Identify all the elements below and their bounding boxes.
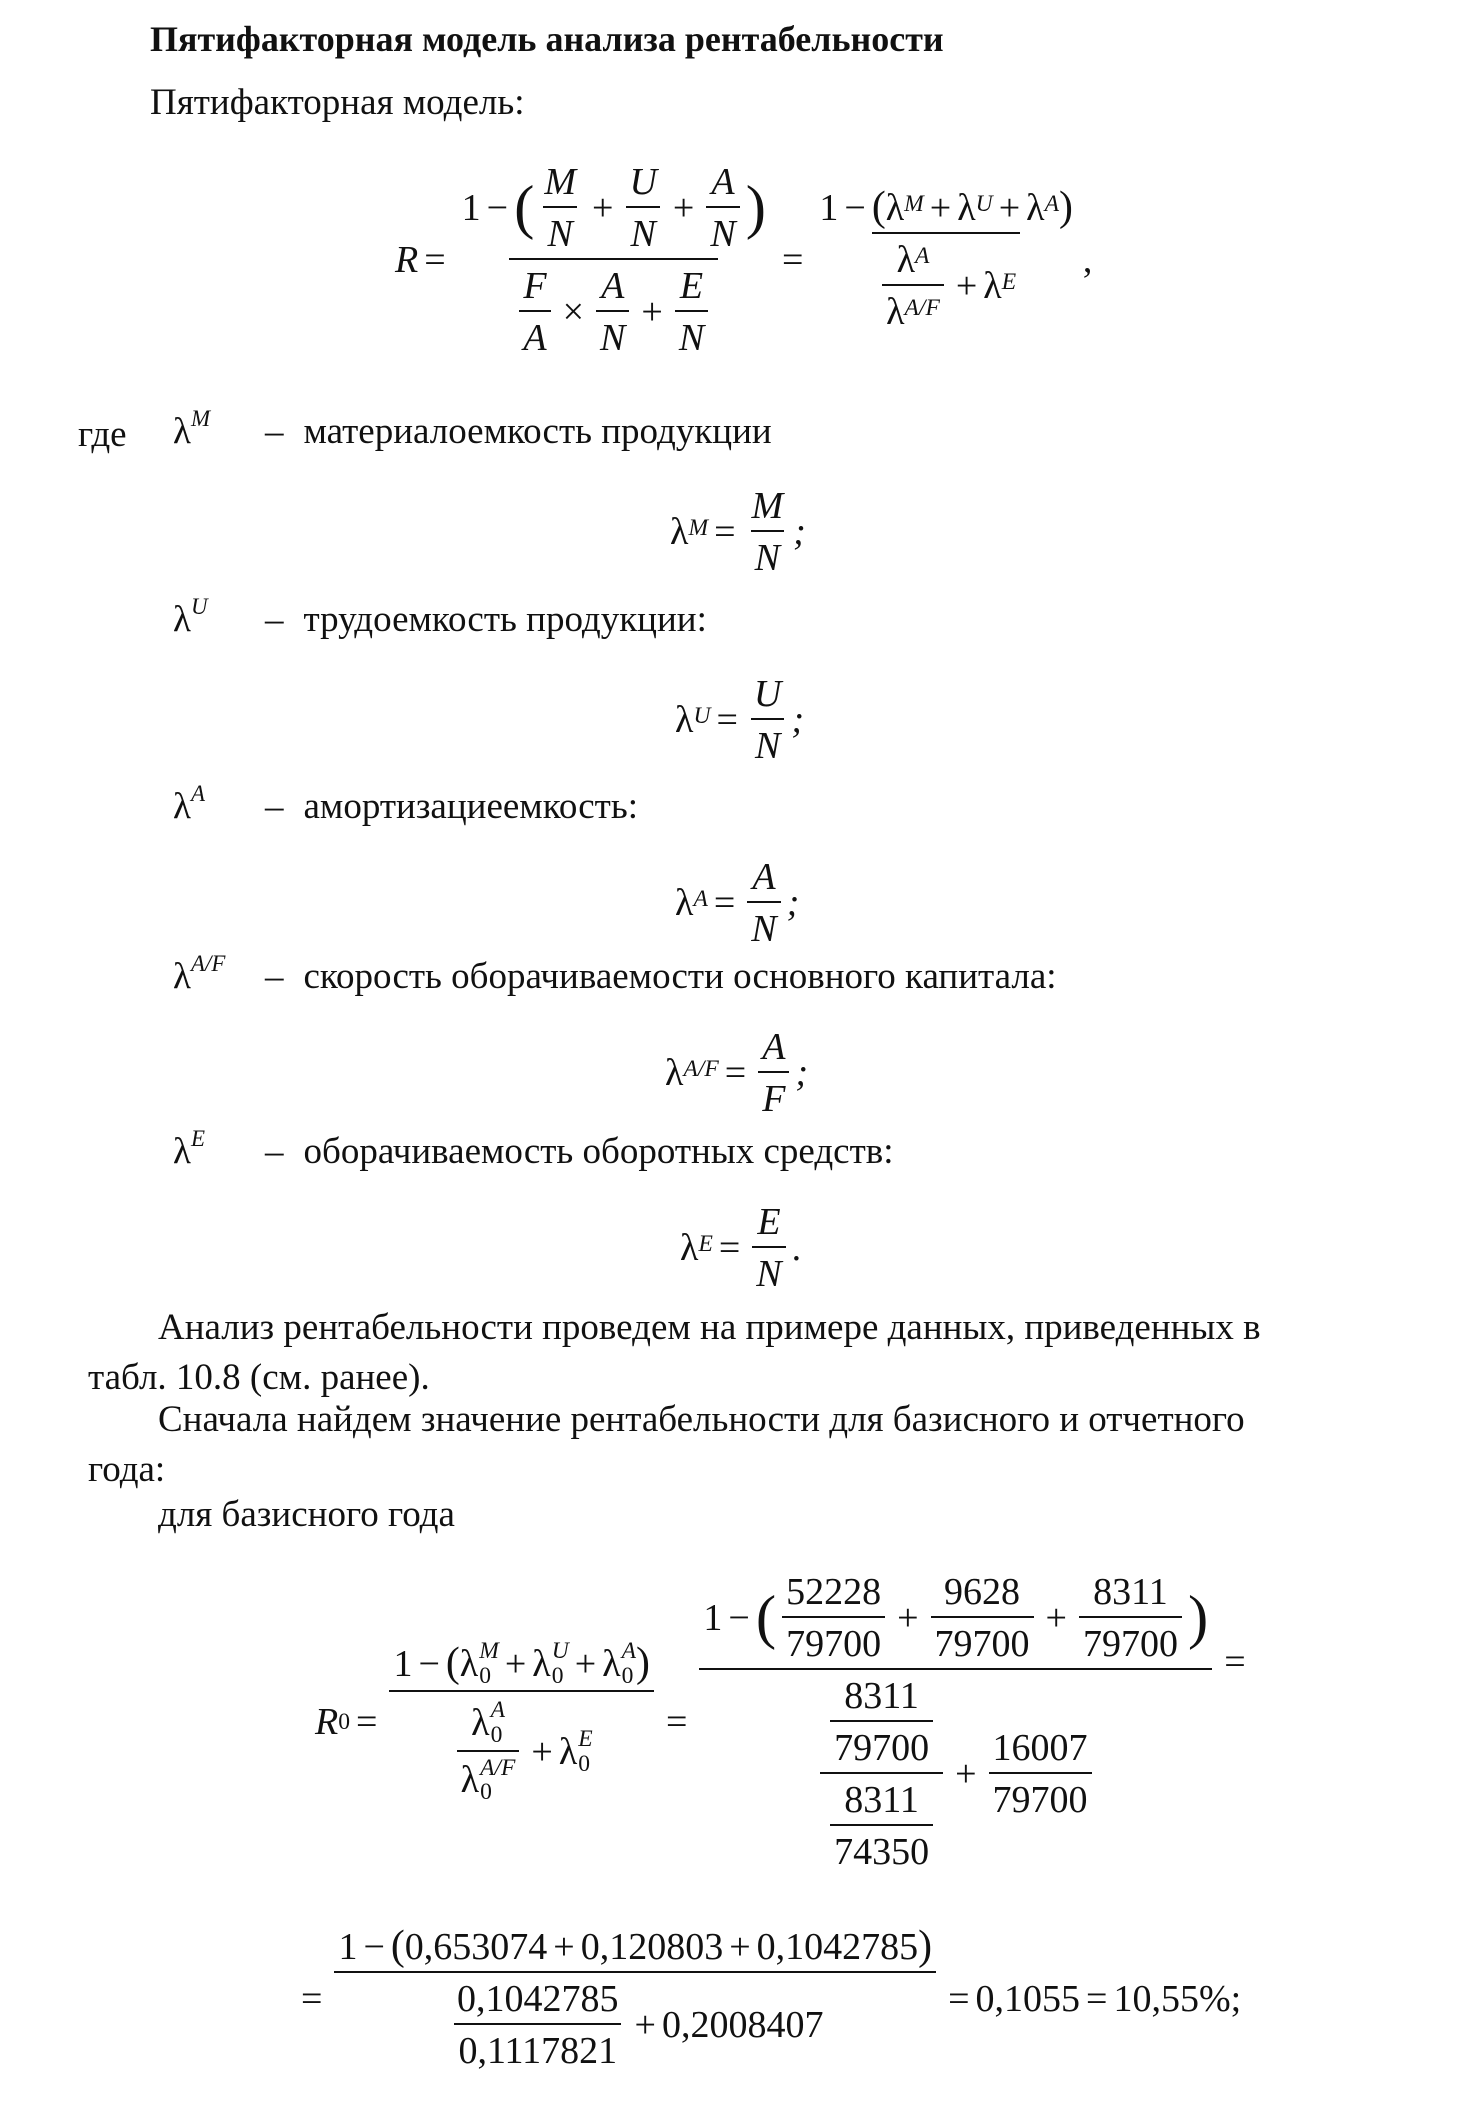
para1-line2: табл. 10.8 (см. ранее).: [88, 1357, 430, 1398]
r0-formula: R 0 = 1 − ( λ M 0 + λ U 0 + λ A 0 ) λ A 0 λ A/F 0 + λ E 0 = 1 − ( $\frac{52228}{79700}$ + $\frac{9628}{79700}$ + $\frac{8311}{79700}$ ) $\frac{\frac{8311}{79700}}{\frac{8311}{74350}}$ + $\frac{16007}{79700}$ =: [315, 1571, 1246, 1873]
def-formula-labor: λ $^U$ = $\frac{U}{N}$ ;: [675, 673, 804, 767]
def-row-turnover: $\lambda^{A/F}$ – скорость оборачиваемости основного капитала:: [173, 951, 1057, 997]
para2-line2: года:: [88, 1449, 166, 1490]
def-formula-working-capital: λ $^E$ = $\frac{E}{N}$ .: [680, 1201, 802, 1295]
main-formula: R = 1 − ( $\frac{M}{N}$ + $\frac{U}{N}$ + $\frac{A}{N}$ ) $\frac{F}{A}$ × $\frac{A}{N}$ + $\frac{E}{N}$ = 1 − ( λ $^M$ + λ $^U$ + λ $^A$ ) λ $^A$ λ $^{A/F}$ + λ $^E$ ,: [395, 161, 1093, 359]
def-row-amortization: $\lambda^A$ – амортизациеемкость:: [173, 781, 638, 827]
intro-text: Пятифакторная модель:: [150, 82, 525, 123]
para3-text: для базисного года: [158, 1494, 455, 1535]
section-heading: Пятифакторная модель анализа рентабельности: [150, 19, 944, 59]
para2-line1: Сначала найдем значение рентабельности для базисного и отчетного: [158, 1399, 1245, 1440]
def-row-labor: $\lambda^U$ – трудоемкость продукции:: [173, 594, 707, 640]
r0-calc-formula: = 1 − ( 0,653074 + 0,120803 + 0,1042785 ) $\frac{0,1042785}{0,1117821}$ + 0,2008407 = 0,1055 = 10,55% ;: [301, 1923, 1242, 2072]
def-formula-turnover: λ $^{A/F}$ = $\frac{A}{F}$ ;: [665, 1026, 809, 1120]
def-row-material: $\lambda^M$ – материалоемкость продукции: [173, 406, 772, 452]
def-formula-material: λ $^M$ = $\frac{M}{N}$ ;: [670, 485, 806, 579]
para1-line1: Анализ рентабельности проведем на примере данных, приведенных в: [158, 1307, 1261, 1348]
def-row-working-capital: $\lambda^E$ – оборачиваемость оборотных средств:: [173, 1126, 894, 1172]
where-word: где: [78, 414, 127, 455]
def-formula-amortization: λ $^A$ = $\frac{A}{N}$ ;: [675, 856, 800, 950]
